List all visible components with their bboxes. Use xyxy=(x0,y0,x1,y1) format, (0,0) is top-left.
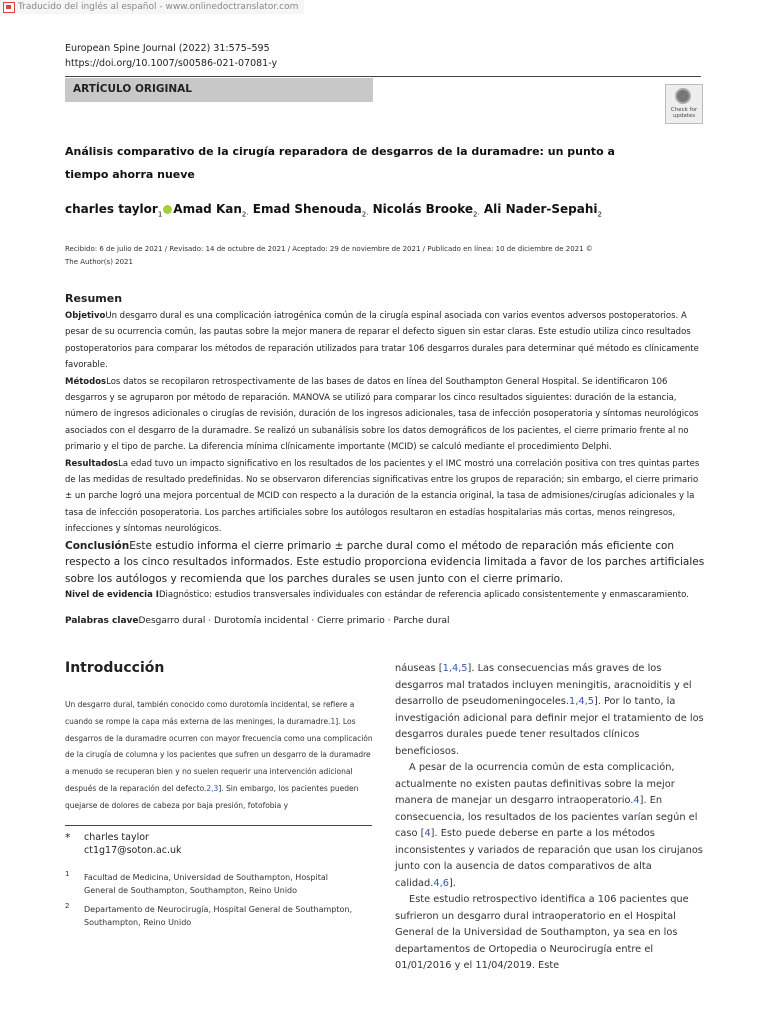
banner-text: Traducido del inglés al español - www.onlinedoctranslator.com xyxy=(18,2,299,12)
citation-link[interactable]: 2,3 xyxy=(206,783,219,793)
intro-paragraph xyxy=(395,760,705,892)
author-name[interactable]: Ali Nader-Sepahi xyxy=(483,202,598,216)
footnote-number: 2 xyxy=(65,902,70,910)
intro-text: ]. En consecuencia, los resultados de los pacientes varían según el caso [ xyxy=(395,795,698,839)
corresponding-name: charles taylor xyxy=(84,832,149,843)
article-type: ARTÍCULO ORIGINAL xyxy=(73,83,192,95)
intro-text: ]. Los desgarros de la duramadre ocurren con mayor frecuencia como una complicación de la cirugía de columna y los pacientes que sufren un desgarro de la duramadre a menudo se recuperan bien y no suelen requerir una intervención adicional después de la reparación del defecto. xyxy=(65,716,373,793)
author-affiliation: 1 xyxy=(157,210,163,219)
author-name[interactable]: Amad Kan xyxy=(173,202,242,216)
paper-title: Análisis comparativo de la cirugía reparadora de desgarros de la duramadre: un punto a tiempo ahorra nueve xyxy=(65,145,615,181)
author-affiliation: 2 xyxy=(597,210,602,219)
journal-citation: European Spine Journal (2022) 31:575–595 xyxy=(65,43,270,54)
intro-right-column xyxy=(395,661,705,975)
author-list xyxy=(65,202,602,218)
publication-history xyxy=(65,243,675,269)
abstract-heading: Resumen xyxy=(65,292,123,305)
translation-banner[interactable] xyxy=(0,0,304,14)
citation-link[interactable]: 4 xyxy=(424,828,431,839)
author-affiliation: 2 xyxy=(361,210,367,219)
abstract-methods xyxy=(65,374,705,456)
results-label: Resultados xyxy=(65,458,119,469)
intro-text: ]. Esto puede deberse en parte a los métodos inconsistentes y variados de reparación que usan los cirujanos junto con la ausencia de datos comparativos de alta calidad. xyxy=(395,828,703,889)
author-name[interactable]: charles taylor xyxy=(65,202,158,216)
check-for-updates-badge[interactable] xyxy=(665,84,703,124)
author-name[interactable]: Emad Shenouda xyxy=(252,202,362,216)
footnote-star: * xyxy=(65,831,71,844)
article-type-bar xyxy=(65,78,373,102)
intro-heading: Introducción xyxy=(65,660,165,676)
citation-link[interactable]: 4,6 xyxy=(433,877,449,889)
citation-link[interactable]: 4 xyxy=(633,795,640,806)
author-affiliation: 2 xyxy=(241,210,247,219)
doi-link[interactable]: https://doi.org/10.1007/s00586-021-07081-y xyxy=(65,58,278,69)
intro-text: ]. xyxy=(448,877,456,889)
abstract-objective xyxy=(65,308,705,374)
author-separator: · xyxy=(477,210,480,219)
check-line2: updates xyxy=(672,113,696,119)
citation-link[interactable]: 1,4,5 xyxy=(569,696,594,707)
methods-label: Métodos xyxy=(65,376,107,387)
author-name[interactable]: Nicolás Brooke xyxy=(372,202,473,216)
abstract-results xyxy=(65,456,705,538)
affiliation-text: Departamento de Neurocirugía, Hospital General de Southampton, Southampton, Reino Unido xyxy=(84,905,353,927)
intro-text: A pesar de la ocurrencia común de esta complicación, actualmente no existen pautas definitivas sobre la mejor manera de manejar un desgarro intraoperatorio. xyxy=(395,762,675,806)
citation-link[interactable]: 1 xyxy=(330,716,336,726)
orcid-icon[interactable] xyxy=(163,205,172,214)
check-line1: Check for xyxy=(670,107,698,113)
update-icon xyxy=(675,88,691,104)
objective-label: Objetivo xyxy=(65,311,106,321)
abstract-evidence xyxy=(65,587,705,603)
intro-paragraph xyxy=(395,661,705,760)
methods-text: Los datos se recopilaron retrospectivamente de las bases de datos en línea del Southampton General Hospital. Se identificaron 106 desgarros y se agruparon por método de reparación. MANOVA se utilizó para comparar los cinco resultados siguientes: duración de la estancia, número de ingresos adicionales o cirugías de revisión, duración de los ingresos adicionales, tasa de infección posoperatoria y síntomas neurológicos asociados con el desgarro de la duramadre. Se realizó un subanálisis sobre los datos demográficos de los pacientes, el cierre primario frente al no primario y el tipo de parche. La diferencia mínima clínicamente importante (MCID) se calculó mediante el procedimiento Delphi. xyxy=(65,376,699,453)
header-rule xyxy=(65,76,701,77)
keywords-label: Palabras clave xyxy=(65,616,139,626)
citation-link[interactable]: 1,4,5 xyxy=(442,663,468,674)
conclusion-text: Este estudio informa el cierre primario ± parche dural como el método de reparación más eficiente con respecto a los cinco resultados informados. Este estudio proporciona evidencia limitada a favor de los parches artificiales sobre los autólogos y recomienda que los parches durales se usen junto con el cierre primario. xyxy=(65,539,705,585)
affiliation-text: Facultad de Medicina, Universidad de Southampton, Hospital General de Southampton, Southampton, Reino Unido xyxy=(84,873,328,895)
author-affiliation: 2 xyxy=(473,210,478,219)
intro-left-column xyxy=(65,697,375,815)
intro-paragraph: Este estudio retrospectivo identifica a 106 pacientes que sufrieron un desgarro dural intraoperatorio en el Hospital General de la Universidad de Southampton, ya sea en los departamentos de Ortopedia o Neurocirugía entre el 01/01/2016 y el 11/04/2019. Este xyxy=(395,894,689,971)
keywords xyxy=(65,616,450,626)
author-separator: · xyxy=(246,210,249,219)
abstract-body xyxy=(65,308,705,603)
results-text: La edad tuvo un impacto significativo en los resultados de los pacientes y el IMC mostró una correlación positiva con tres quintas partes de las medidas de resultado predefinidas. No se observaron diferencias significativas entre los grupos de reparación; sin embargo, el cierre primario ± un parche logró una mejora porcentual de MCID con respecto a la duración de la estancia original, la tasa de admisiones/cirugías adicionales y la tasa de infección posoperatoria. Los parches artificiales sobre los autólogos resultaron en estadías hospitalarias más cortas, menos reingresos, infecciones y síntomas neurológicos. xyxy=(65,458,700,535)
intro-text: náuseas [ xyxy=(395,663,443,674)
translate-icon xyxy=(3,2,15,13)
footnote-rule xyxy=(65,825,372,826)
journal-info xyxy=(65,41,277,71)
intro-text: ]. Sin embargo, los pacientes pueden quejarse de dolores de cabeza por baja presión, fotofobia y xyxy=(65,783,359,810)
author-separator: · xyxy=(366,210,369,219)
evidence-label: Nivel de evidencia I xyxy=(65,589,159,600)
objective-text: Un desgarro dural es una complicación iatrogénica común de la cirugía espinal asociada con varios eventos adversos postoperatorios. A pesar de su ocurrencia común, las pautas sobre la mejor manera de reparar el defecto siguen sin estar claras. Este estudio utiliza cinco resultados postoperatorios para comparar los métodos de reparación utilizados para tratar 106 desgarros durales para determinar qué método es clínicamente favorable. xyxy=(65,311,699,371)
received-dates: Recibido: 6 de julio de 2021 / Revisado: 14 de octubre de 2021 / Aceptado: 29 de noviembre de 2021 / Publicado en línea: 10 de diciembre de 2021 © xyxy=(65,245,593,253)
corresponding-email[interactable]: ct1g17@soton.ac.uk xyxy=(84,845,182,856)
copyright: The Author(s) 2021 xyxy=(65,258,133,266)
intro-text: ]. Las consecuencias más graves de los desgarros mal tratados incluyen meningitis, aracnoiditis y el desarrollo de pseudomeningoceles. xyxy=(395,663,692,707)
keywords-text: Desgarro dural · Durotomía incidental · Cierre primario · Parche dural xyxy=(138,616,450,626)
conclusion-label: Conclusión xyxy=(65,539,130,552)
intro-text: Un desgarro dural, también conocido como durotomía incidental, se refiere a cuando se rompe la capa más externa de las meninges, la duramadre. xyxy=(65,700,355,726)
intro-text: ]. Por lo tanto, la investigación adicional para definir mejor el tratamiento de los desgarros durales puede tener resultados clínicos beneficiosos. xyxy=(395,696,704,757)
evidence-text: Diagnóstico: estudios transversales individuales con estándar de referencia aplicado consistentemente y enmascaramiento. xyxy=(158,589,689,600)
abstract-conclusion xyxy=(65,538,705,587)
footnote-number: 1 xyxy=(65,870,70,878)
